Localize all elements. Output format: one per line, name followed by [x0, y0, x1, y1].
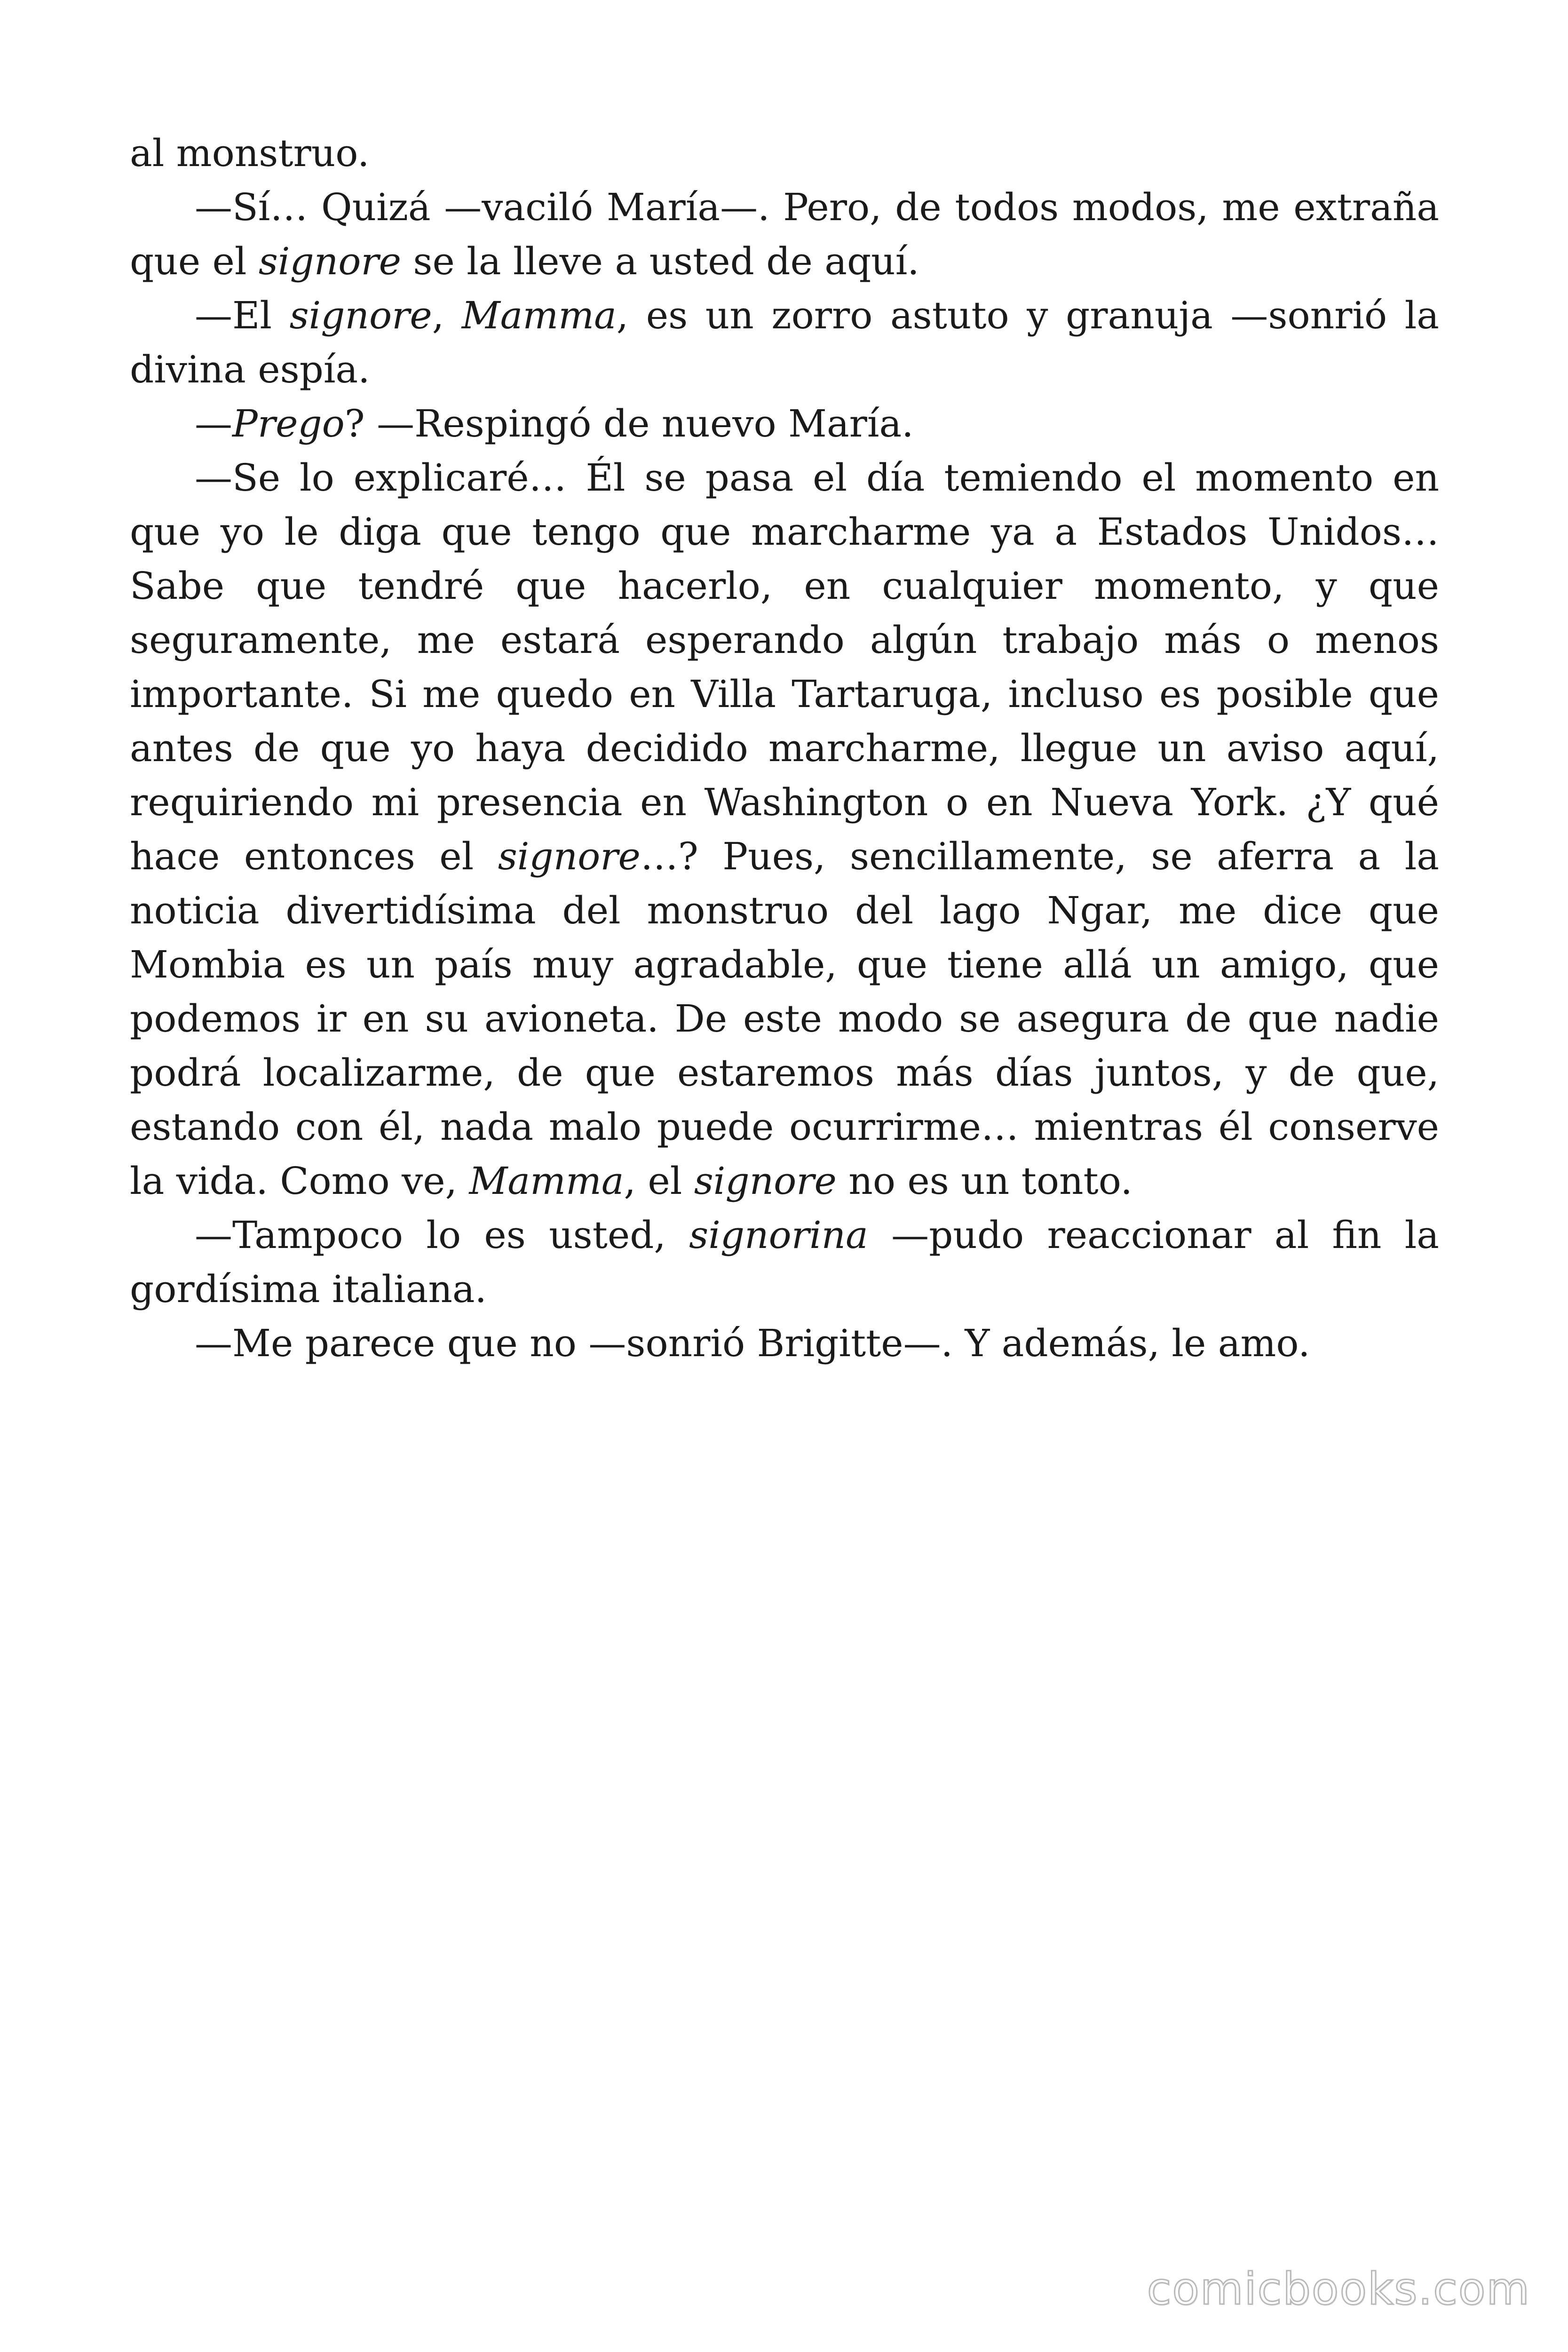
text-segment: —Sí… Quizá —vaciló María—. Pero, de todos modos, me extraña que el [130, 185, 1439, 283]
text-segment: — [195, 402, 232, 445]
italic-text: Mamma [469, 1159, 624, 1203]
italic-text: signore [498, 834, 641, 878]
italic-text: signore [289, 294, 432, 337]
text-segment: …? Pues, sencillamente, se aferra a la noticia divertidísima del monstruo del lago Ngar, me dice que Mombia es un país muy agradable, que tiene allá un amigo, que podemos ir en su avioneta. De este modo se asegura de que nadie podrá localizarme, de que estaremos más días juntos, y de que, estando con él, nada malo puede ocurrirme… mientras él conserve la vida. Como ve, [130, 834, 1439, 1203]
text-segment: al monstruo. [130, 131, 370, 175]
text-segment: , el [624, 1159, 694, 1203]
italic-text: Mamma [461, 294, 617, 337]
text-segment: —El [195, 294, 290, 337]
text-segment: , es un zorro astuto y granuja —sonrió la divina espía. [130, 294, 1439, 391]
paragraph [130, 1316, 1439, 1370]
text-segment: —pudo reaccionar al fin la gordísima italiana. [130, 1213, 1439, 1311]
paragraph [130, 126, 1439, 180]
watermark: comicbooks.com [1147, 2264, 1530, 2315]
body-text [130, 126, 1439, 1370]
text-segment: —Tampoco lo es usted, [195, 1213, 689, 1257]
paragraph [130, 1208, 1439, 1316]
text-segment: ? —Respingó de nuevo María. [344, 402, 914, 445]
paragraph [130, 180, 1439, 288]
paragraph [130, 397, 1439, 451]
paragraph [130, 451, 1439, 1208]
italic-text: signorina [689, 1213, 868, 1257]
text-segment: se la lleve a usted de aquí. [401, 239, 919, 283]
italic-text: Prego [232, 402, 345, 445]
text-segment: —Se lo explicaré… Él se pasa el día temiendo el momento en que yo le diga que tengo que marcharme ya a Estados Unidos… Sabe que tendré que hacerlo, en cualquier momento, y que seguramente, me estará esperando algún trabajo más o menos importante. Si me quedo en Villa Tartaruga, incluso es posible que antes de que yo haya decidido marcharme, llegue un aviso aquí, requiriendo mi presencia en Washington o en Nueva York. ¿Y qué hace entonces el [130, 456, 1439, 878]
text-segment: , [432, 294, 462, 337]
italic-text: signore [694, 1159, 837, 1203]
paragraph [130, 288, 1439, 397]
text-segment: —Me parece que no —sonrió Brigitte—. Y además, le amo. [195, 1321, 1310, 1365]
italic-text: signore [258, 239, 401, 283]
text-segment: no es un tonto. [836, 1159, 1132, 1203]
